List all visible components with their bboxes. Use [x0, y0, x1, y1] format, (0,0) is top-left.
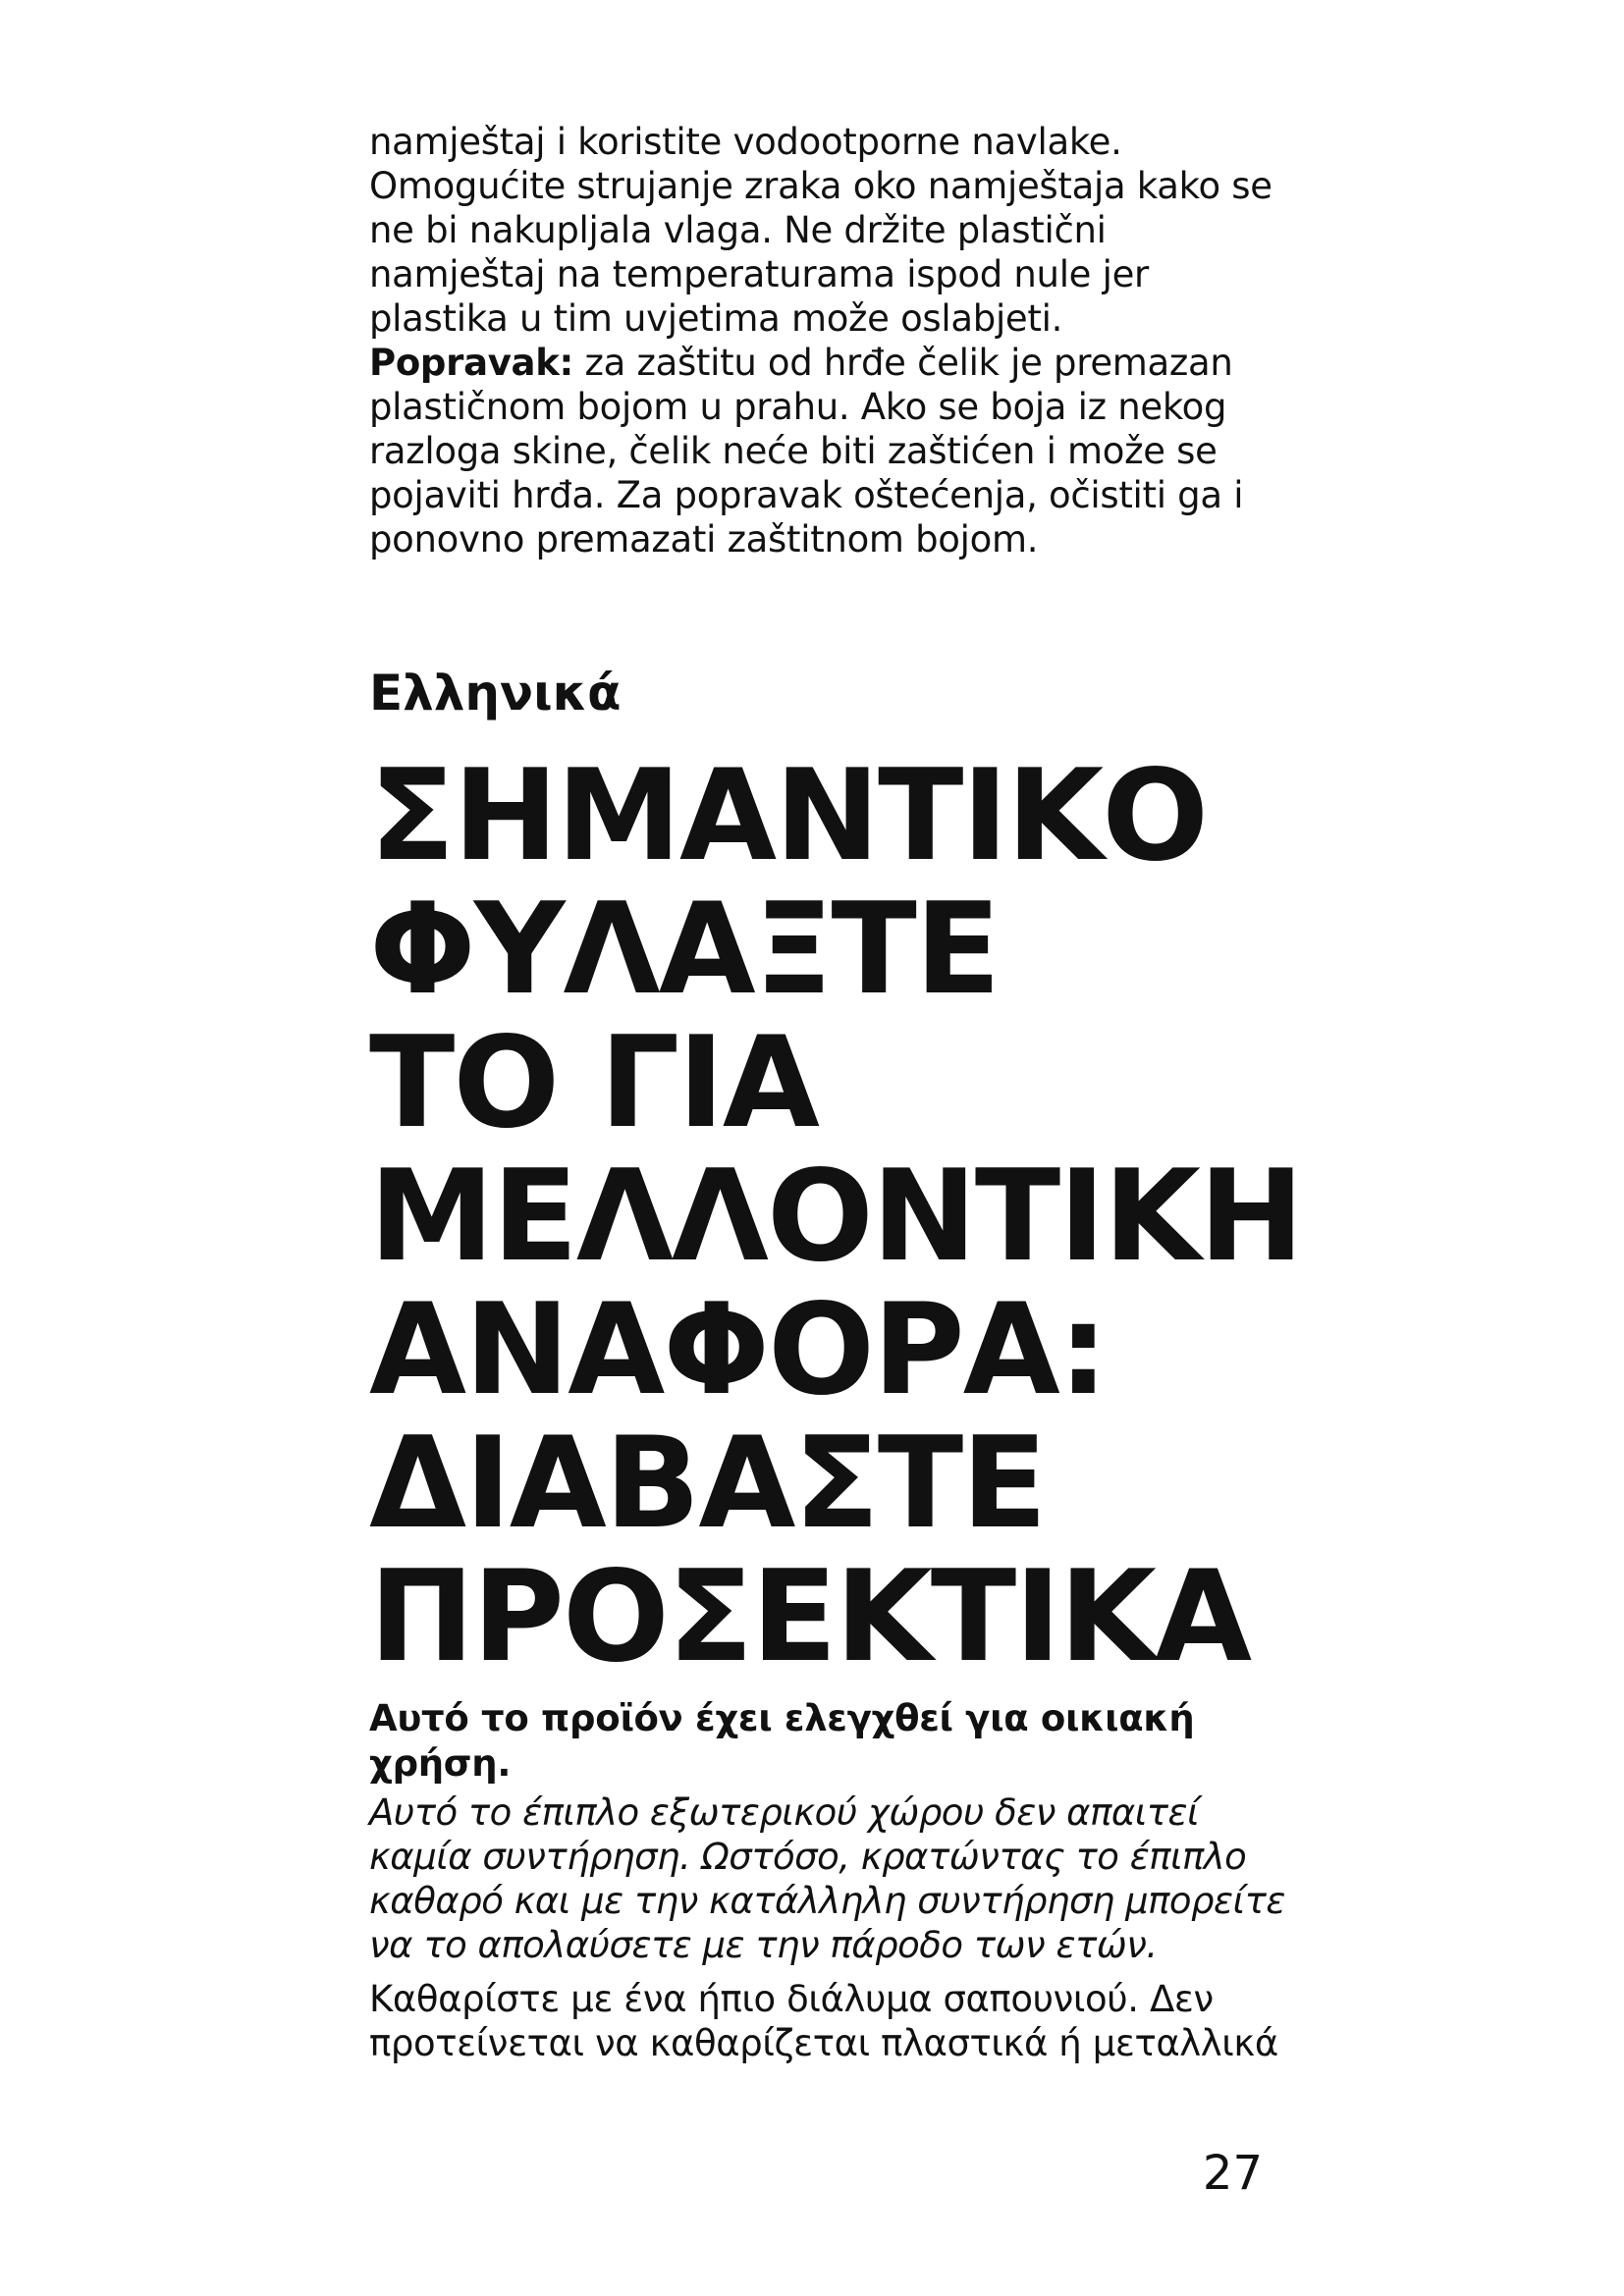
headline-line: ΑΝΑΦΟΡΑ:: [369, 1277, 1107, 1423]
cleaning-paragraph: Καθαρίστε με ένα ήπιο διάλυμα σαπουνιού. Δεν προτείνεται να καθαρίζεται πλαστικά ή μεταλλικά: [369, 1978, 1278, 2064]
headline-line: ΠΡΟΣΕΚΤΙΚΑ: [369, 1544, 1250, 1690]
croatian-section: [369, 120, 1282, 561]
maintenance-note: Αυτό το έπιπλο εξωτερικού χώρου δεν απαιτεί καμία συντήρηση. Ωστόσο, κρατώντας το έπιπλο καθαρό και με την κατάλληλη συντήρηση μπορείτε να το απολαύσετε με την πάροδο των ετών.: [369, 1791, 1285, 1966]
repair-text: za zaštitu od hrđe čelik je premazan plastičnom bojom u prahu. Ako se boja iz nekog razloga skine, čelik neće biti zaštićen i može se pojaviti hrđa. Za popravak oštećenja, očistiti ga i ponovno premazati zaštitnom bojom.: [369, 342, 1244, 561]
headline-line: ΦΥΛΑΞΤΕ: [369, 877, 1000, 1023]
household-use-subheading: Αυτό το προϊόν έχει ελεγχθεί για οικιακή χρήση.: [369, 1697, 1195, 1785]
repair-paragraph: [369, 341, 1282, 561]
headline-line: ΜΕΛΛΟΝΤΙΚΗ: [369, 1144, 1303, 1290]
language-heading: Ελληνικά: [369, 665, 622, 721]
headline-line: ΣΗΜΑΝΤΙΚΟ: [369, 743, 1208, 889]
greek-section: [369, 1696, 1292, 2065]
important-headline: [369, 743, 1547, 1690]
headline-line: ΤΟ ΓΙΑ: [369, 1010, 818, 1156]
intro-paragraph: namještaj i koristite vodootporne navlake. Omogućite strujanje zraka oko namještaja kako se ne bi nakupljala vlaga. Ne držite plastični namještaj na temperaturama ispod nule jer plastika u tim uvjetima može oslabjeti.: [369, 121, 1272, 340]
repair-label: Popravak:: [369, 342, 574, 384]
headline-line: ΔΙΑΒΑΣΤΕ: [369, 1411, 1046, 1557]
page-number: 27: [1202, 2146, 1263, 2201]
